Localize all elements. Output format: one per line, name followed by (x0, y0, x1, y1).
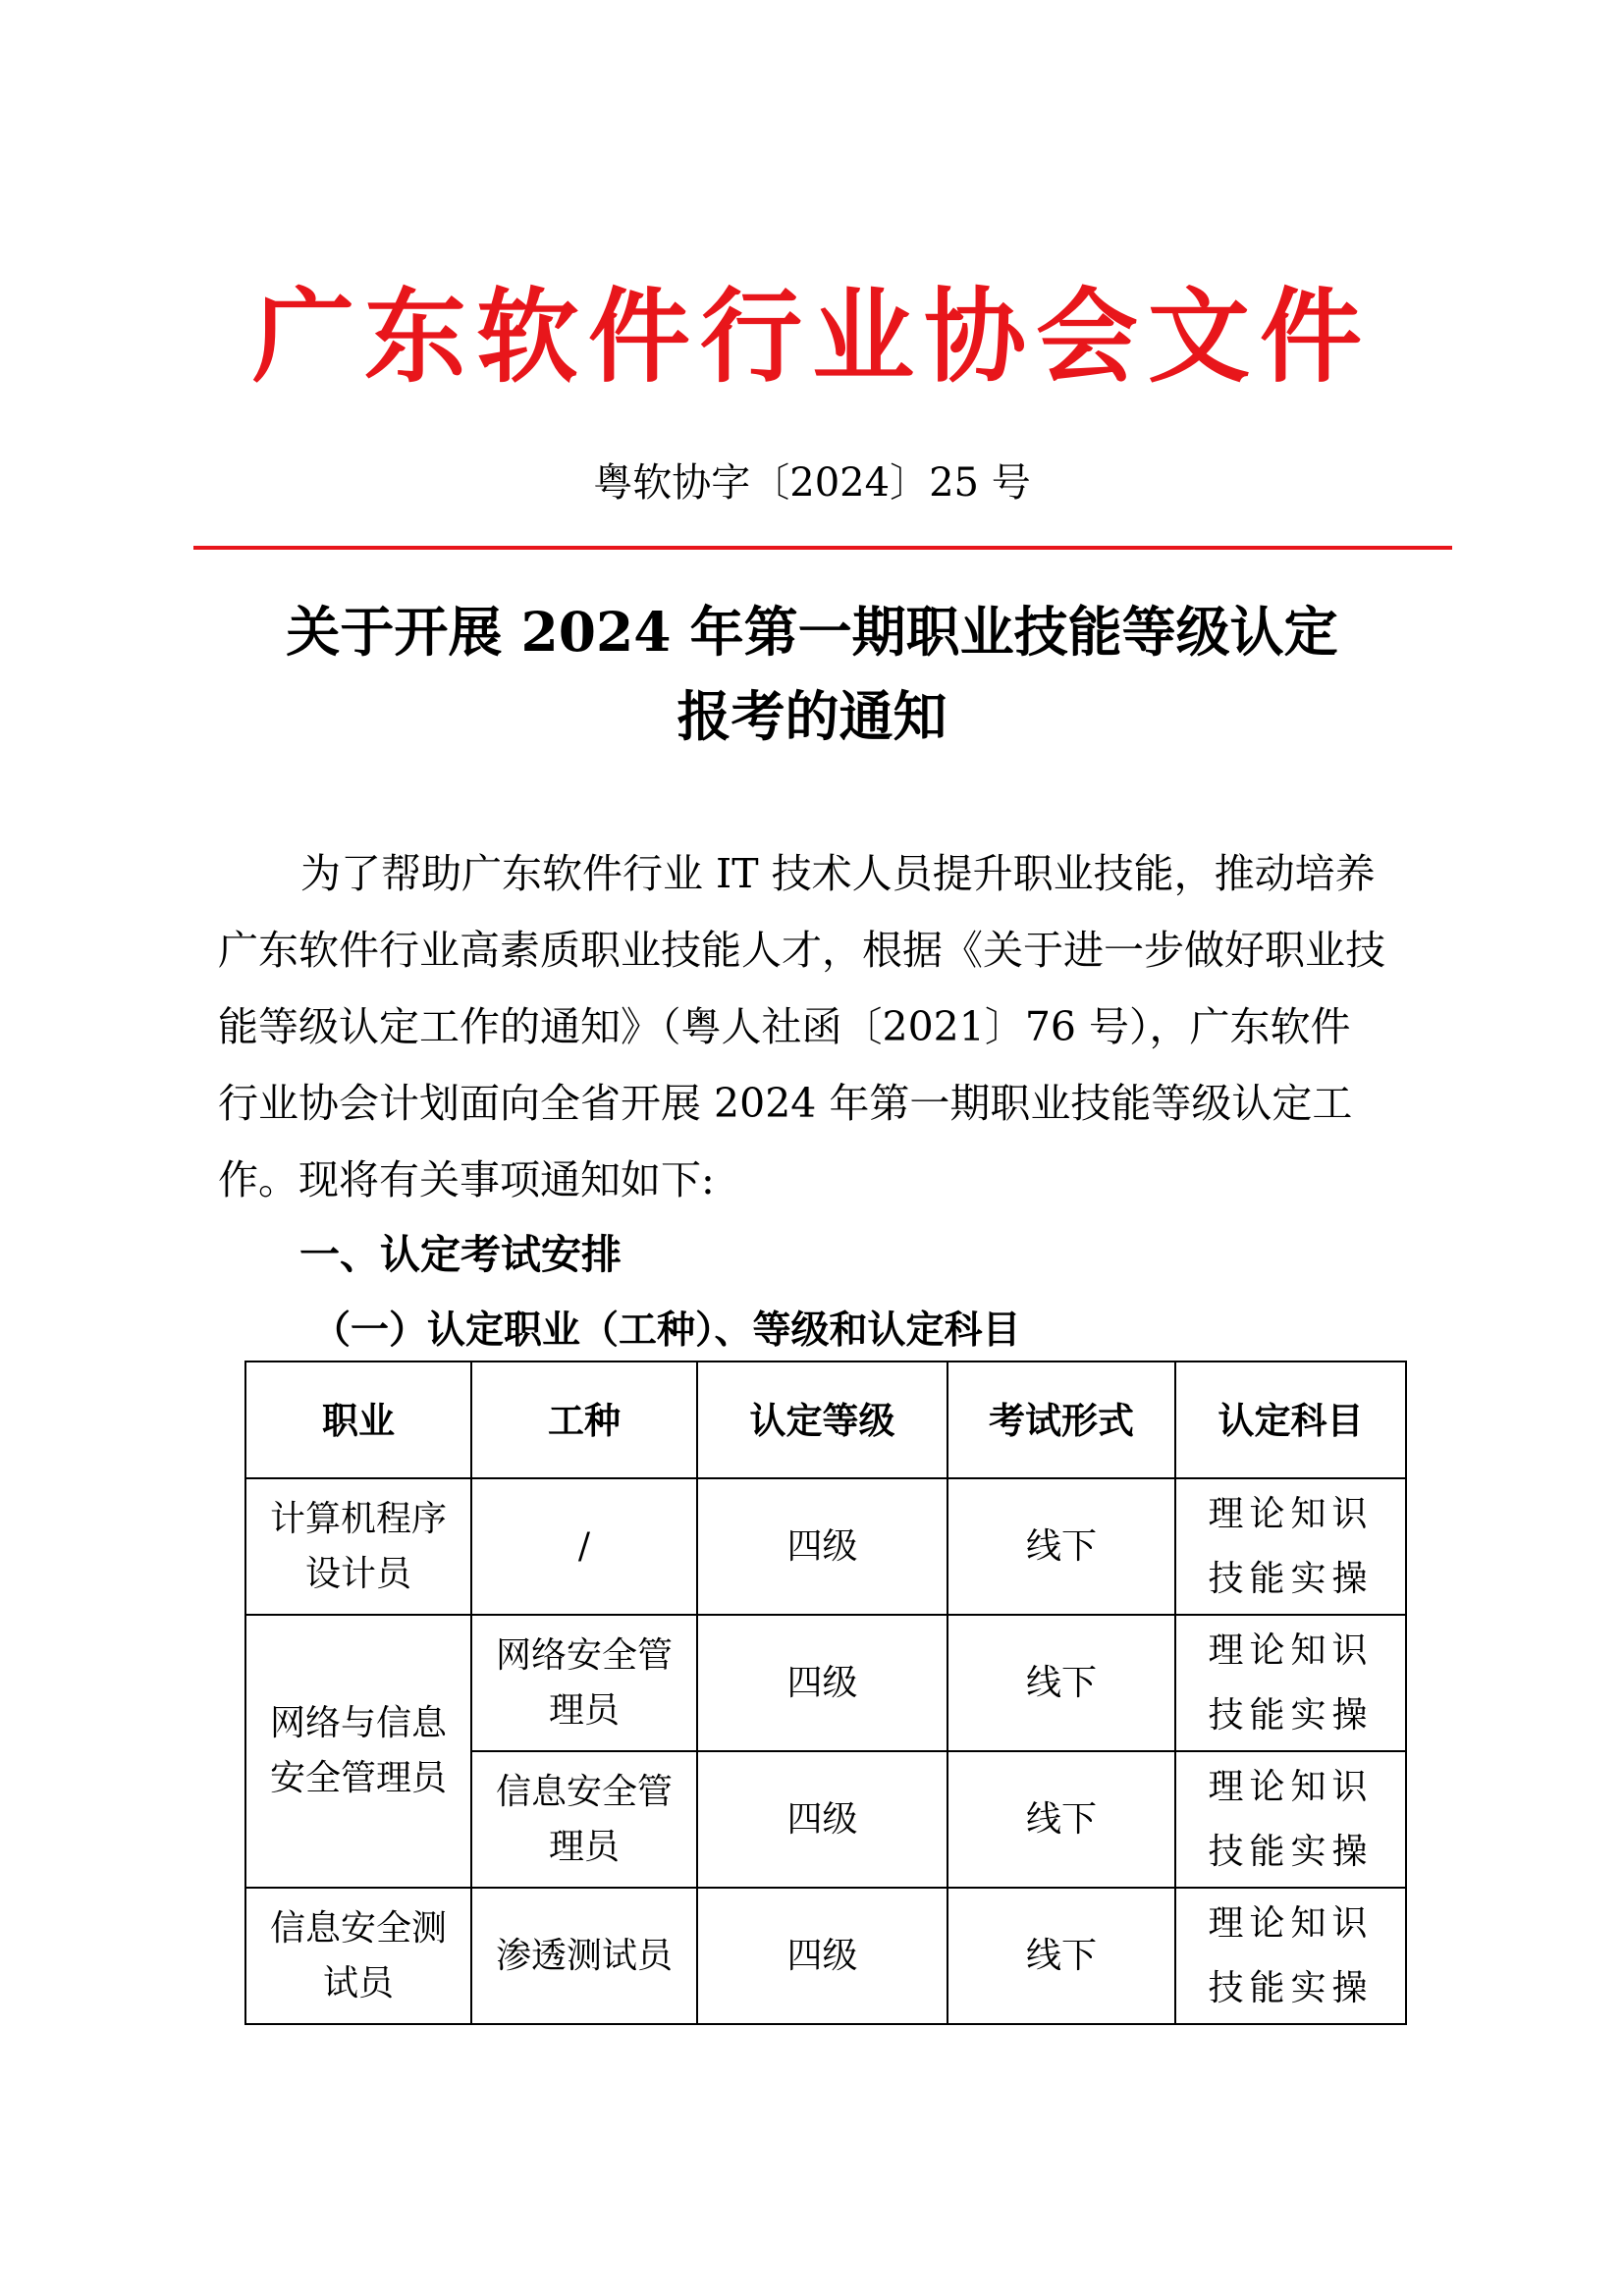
header-exam-form: 考试形式 (947, 1362, 1175, 1478)
notice-title-line-2: 报考的通知 (677, 684, 947, 748)
notice-title-line-1: 关于开展 2024 年第一期职业技能等级认定 (286, 600, 1338, 664)
header-occupation: 职业 (245, 1362, 471, 1478)
certification-table (244, 1361, 1407, 2025)
intro-paragraph-line: 作。现将有关事项通知如下: (218, 1156, 715, 1203)
exam-form-cell: 线下 (947, 1615, 1175, 1751)
red-divider-line (193, 546, 1452, 550)
occupation-cell: 计算机程序 设计员 (245, 1478, 471, 1615)
table-row (245, 1615, 1406, 1751)
subjects-cell: 理论知识 技能实操 (1175, 1888, 1406, 2024)
level-cell: 四级 (697, 1478, 947, 1615)
document-number: 粤软协字〔2024〕25 号 (593, 460, 1031, 506)
job-type-cell: / (471, 1478, 697, 1615)
exam-form-cell: 线下 (947, 1751, 1175, 1888)
level-cell: 四级 (697, 1615, 947, 1751)
job-type-cell: 网络安全管 理员 (471, 1615, 697, 1751)
exam-form-cell: 线下 (947, 1478, 1175, 1615)
intro-paragraph-line: 为了帮助广东软件行业 IT 技术人员提升职业技能，推动培养 (300, 850, 1376, 897)
occupation-cell: 信息安全测 试员 (245, 1888, 471, 2024)
header-job-type: 工种 (471, 1362, 697, 1478)
occupation-cell: 网络与信息 安全管理员 (245, 1615, 471, 1888)
table-row (245, 1888, 1406, 2024)
subjects-cell: 理论知识 技能实操 (1175, 1615, 1406, 1751)
table-row (245, 1478, 1406, 1615)
job-type-cell: 渗透测试员 (471, 1888, 697, 2024)
organization-title: 广东软件行业协会文件 (251, 276, 1372, 397)
subjects-cell: 理论知识 技能实操 (1175, 1478, 1406, 1615)
section-heading: 一、认定考试安排 (299, 1231, 622, 1278)
intro-paragraph-line: 能等级认定工作的通知》（粤人社函〔2021〕76 号），广东软件 (218, 1003, 1351, 1050)
level-cell: 四级 (697, 1751, 947, 1888)
exam-form-cell: 线下 (947, 1888, 1175, 2024)
intro-paragraph-line: 广东软件行业高素质职业技能人才，根据《关于进一步做好职业技 (218, 927, 1385, 974)
job-type-cell: 信息安全管 理员 (471, 1751, 697, 1888)
header-level: 认定等级 (697, 1362, 947, 1478)
subsection-heading: （一）认定职业（工种）、等级和认定科目 (312, 1308, 1021, 1353)
header-subjects: 认定科目 (1175, 1362, 1406, 1478)
subjects-cell: 理论知识 技能实操 (1175, 1751, 1406, 1888)
intro-paragraph-line: 行业协会计划面向全省开展 2024 年第一期职业技能等级认定工 (218, 1080, 1353, 1127)
table-header-row (245, 1362, 1406, 1478)
level-cell: 四级 (697, 1888, 947, 2024)
